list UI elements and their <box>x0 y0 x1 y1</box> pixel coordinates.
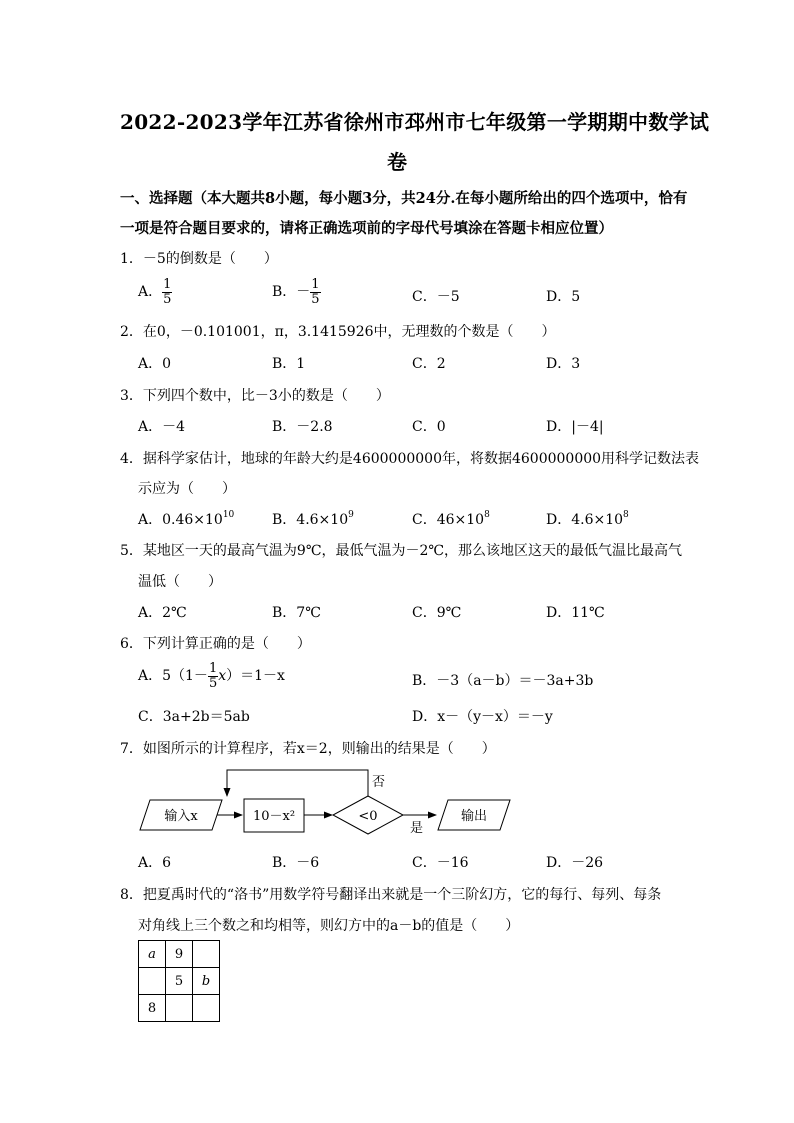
q2-option-c: C．2 <box>412 356 446 372</box>
page-title-line2: 卷 <box>387 150 408 174</box>
q4-a-exponent: 10 <box>222 510 235 520</box>
q6-a-variable: x <box>218 668 227 685</box>
magic-cell: b <box>193 968 220 995</box>
flow-calc-label: 10－x² <box>252 809 296 824</box>
question-6-stem: 6．下列计算正确的是（ ） <box>120 636 311 652</box>
question-8-stem-line2: 对角线上三个数之和均相等，则幻方中的a－b的值是（ ） <box>138 918 520 934</box>
magic-cell: 8 <box>139 995 166 1022</box>
question-5-stem-line1: 5．某地区一天的最高气温为9℃，最低气温为－2℃，那么该地区这天的最低气温比最高气 <box>120 543 683 559</box>
q4-d-base: D．4.6×10 <box>546 512 624 528</box>
q2-option-b: B．1 <box>272 356 306 372</box>
magic-square-table <box>138 940 220 1022</box>
q1-option-d: D．5 <box>546 289 581 305</box>
q6-option-b: B．－3（a－b）＝－3a+3b <box>412 673 594 689</box>
magic-cell <box>139 968 166 995</box>
magic-square-row <box>139 941 220 968</box>
flow-yes-label: 是 <box>410 821 424 836</box>
q1-b-numerator: 1 <box>311 277 320 292</box>
q3-option-b: B．－2.8 <box>272 419 333 435</box>
question-7-stem: 7．如图所示的计算程序，若x＝2，则输出的结果是（ ） <box>120 741 496 757</box>
magic-cell <box>193 995 220 1022</box>
q1-option-a-prefix: A． <box>138 284 163 301</box>
q5-option-a: A．2℃ <box>138 605 187 621</box>
q6-a-post: ）＝1－x <box>226 668 285 685</box>
q1-option-c: C．－5 <box>412 289 460 305</box>
question-2-stem: 2．在0，－0.101001，π，3.1415926中，无理数的个数是（ ） <box>120 324 556 340</box>
section-heading-line2: 一项是符合题目要求的，请将正确选项前的字母代号填涂在答题卡相应位置） <box>120 220 613 237</box>
flow-no-label: 否 <box>372 775 386 790</box>
q6-option-c: C．3a+2b＝5ab <box>138 709 250 725</box>
magic-cell: 5 <box>166 968 193 995</box>
q7-option-a: A．6 <box>138 855 172 871</box>
magic-square-row <box>139 995 220 1022</box>
question-3-stem: 3．下列四个数中，比－3小的数是（ ） <box>120 388 390 404</box>
question-4-stem-line2: 示应为（ ） <box>138 481 236 497</box>
q3-option-a: A．－4 <box>138 419 186 435</box>
question-4-stem-line1: 4．据科学家估计，地球的年龄大约是4600000000年，将数据4600000000用科学记数法表 <box>120 451 700 467</box>
q5-option-b: B．7℃ <box>272 605 321 621</box>
q2-option-a: A．0 <box>138 356 172 372</box>
q7-option-d: D．－26 <box>546 855 604 871</box>
q4-c-base: C．46×10 <box>412 512 485 528</box>
q4-a-base: A．0.46×10 <box>138 512 223 528</box>
question-8-stem-line1: 8．把夏禹时代的“洛书”用数学符号翻译出来就是一个三阶幻方，它的每行、每列、每条 <box>120 887 662 903</box>
q7-option-c: C．－16 <box>412 855 469 871</box>
q2-option-d: D．3 <box>546 356 581 372</box>
magic-square <box>138 940 220 1022</box>
q5-option-c: C．9℃ <box>412 605 462 621</box>
q1-option-b-prefix: B．－ <box>272 284 311 301</box>
magic-cell <box>166 995 193 1022</box>
question-1-stem: 1．－5的倒数是（ ） <box>120 251 278 267</box>
q6-option-d: D．x－（y－x）＝－y <box>412 709 553 725</box>
q4-b-base: B．4.6×10 <box>272 512 349 528</box>
q7-option-b: B．－6 <box>272 855 320 871</box>
q6-a-numerator: 1 <box>208 661 218 676</box>
flow-loop-back-arrow <box>227 770 368 796</box>
q6-a-denominator: 5 <box>208 675 218 691</box>
q3-option-c: C．0 <box>412 419 446 435</box>
flow-input-label: 输入x <box>164 809 198 824</box>
magic-cell: 9 <box>166 941 193 968</box>
question-5-stem-line2: 温低（ ） <box>138 574 222 590</box>
q1-b-denominator: 5 <box>311 291 320 307</box>
flow-output-label: 输出 <box>460 809 488 824</box>
section-heading-line1: 一、选择题（本大题共8小题，每小题3分，共24分.在每小题所给出的四个选项中，恰有 <box>120 190 688 207</box>
flow-condition-label: <0 <box>358 809 378 824</box>
page-title-line1: 2022-2023学年江苏省徐州市邳州市七年级第一学期期中数学试 <box>120 110 710 134</box>
magic-square-row <box>139 968 220 995</box>
q1-a-denominator: 5 <box>163 291 172 307</box>
q4-c-exponent: 8 <box>484 510 490 520</box>
q5-option-d: D．11℃ <box>546 605 605 621</box>
q4-d-exponent: 8 <box>623 510 629 520</box>
q3-option-d: D．|－4| <box>546 419 604 435</box>
q6-a-pre: A．5（1－ <box>138 668 208 685</box>
magic-cell: a <box>139 941 166 968</box>
q4-b-exponent: 9 <box>348 510 354 520</box>
magic-cell <box>193 941 220 968</box>
q1-a-numerator: 1 <box>163 277 172 292</box>
